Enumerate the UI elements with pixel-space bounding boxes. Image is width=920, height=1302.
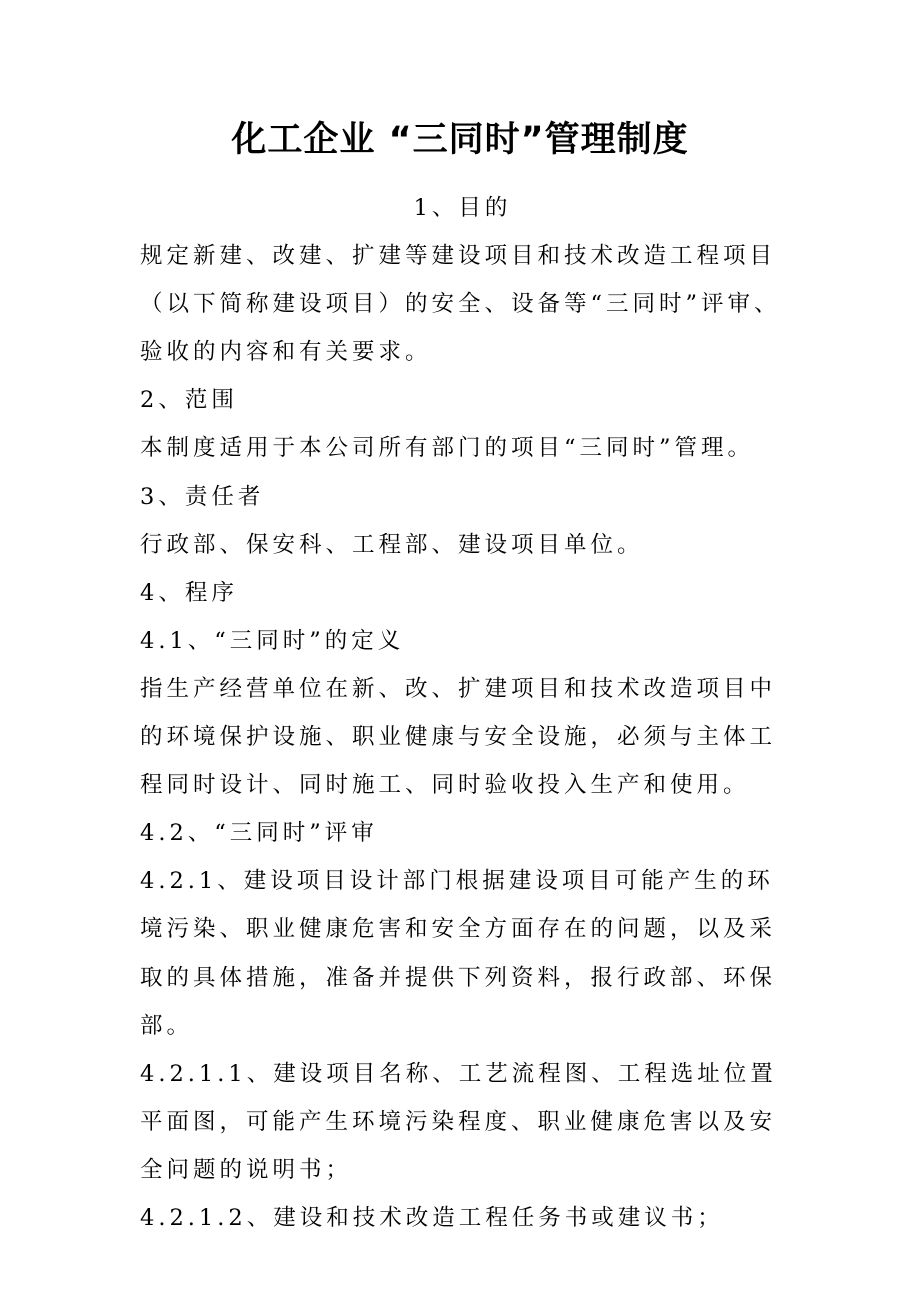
section-heading-scope: 2、范围 xyxy=(140,387,238,414)
paragraph-scope: 本制度适用于本公司所有部门的项目“三同时”管理。 xyxy=(140,435,755,462)
paragraph-review-4-2-1: 4.2.1、建设项目设计部门根据建设项目可能产生的环境污染、职业健康危害和安全方面存在的问题，以及采取的具体措施，准备并提供下列资料，报行政部、环保部。 xyxy=(140,868,777,1039)
section-heading-responsible: 3、责任者 xyxy=(140,483,265,510)
subsection-heading-review: 4.2、“三同时”评审 xyxy=(140,820,378,847)
document-title: 化工企业 “三同时”管理制度 xyxy=(231,120,689,160)
document-body xyxy=(140,184,785,1242)
paragraph-definition: 指生产经营单位在新、改、扩建项目和技术改造项目中的环境保护设施、职业健康与安全设施，必须与主体工程同时设计、同时施工、同时验收投入生产和使用。 xyxy=(140,675,777,799)
section-heading-purpose: 1、目的 xyxy=(413,195,512,221)
paragraph-review-4-2-1-1: 4.2.1.1、建设项目名称、工艺流程图、工程选址位置平面图，可能产生环境污染程度、职业健康危害以及安全问题的说明书； xyxy=(140,1060,777,1183)
paragraph-purpose: 规定新建、改建、扩建等建设项目和技术改造工程项目（以下简称建设项目）的安全、设备等“三同时”评审、验收的内容和有关要求。 xyxy=(140,243,781,366)
subsection-heading-definition: 4.1、“三同时”的定义 xyxy=(140,627,405,654)
paragraph-responsible: 行政部、保安科、工程部、建设项目单位。 xyxy=(140,531,644,558)
paragraph-review-4-2-1-2: 4.2.1.2、建设和技术改造工程任务书或建议书； xyxy=(140,1204,724,1231)
section-heading-procedure: 4、程序 xyxy=(140,579,238,606)
